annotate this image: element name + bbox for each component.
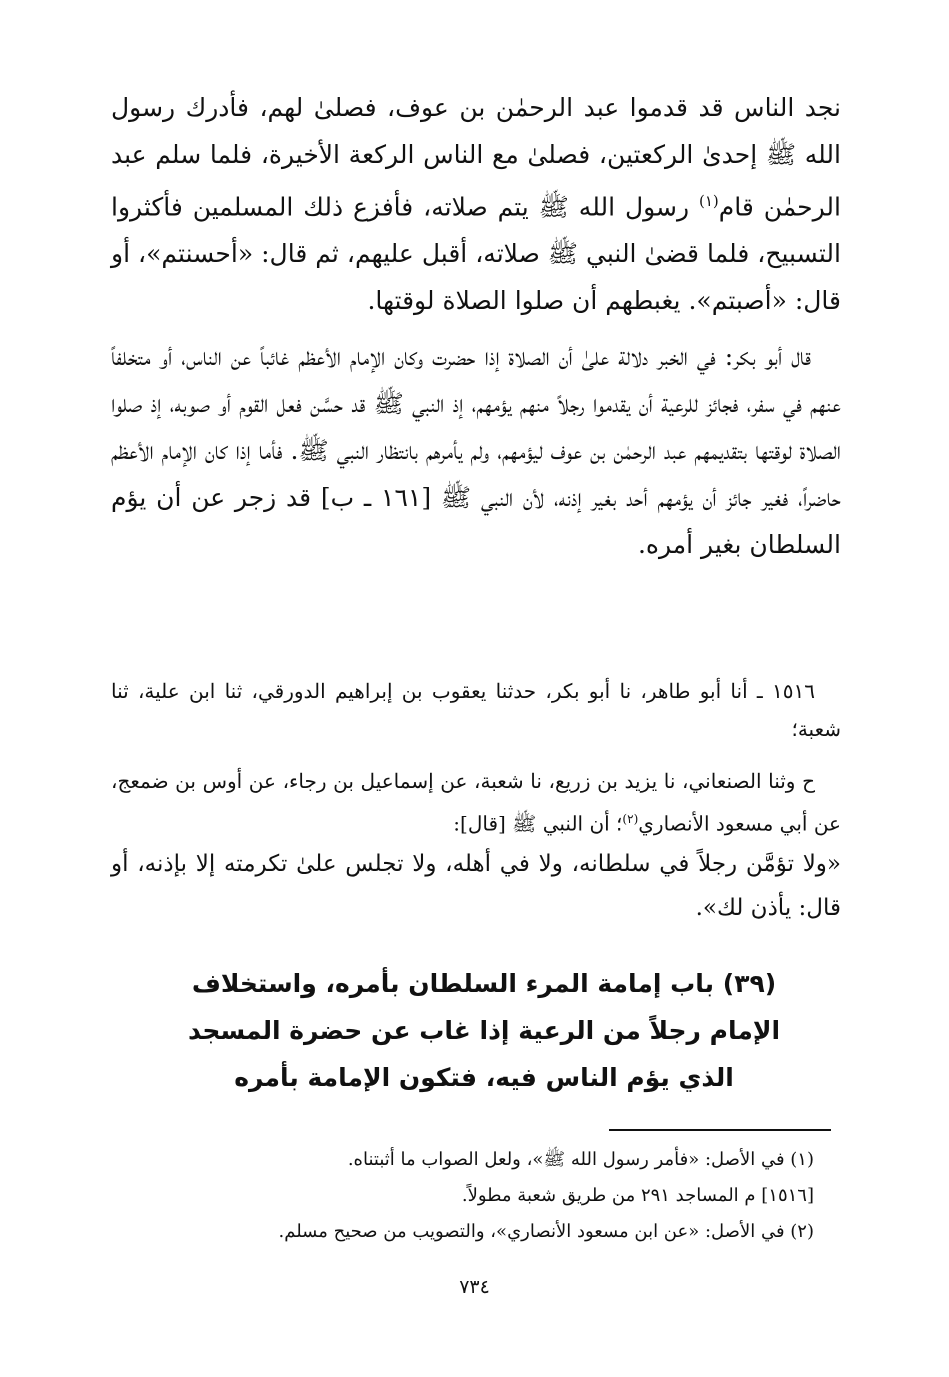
footnote-2: (٢) في الأصل: «عن ابن مسعود الأنصاري»، والتصويب من صحيح مسلم. <box>278 1221 814 1242</box>
footnote-1: (١) في الأصل: «فأمر رسول الله ﷺ»، ولعل الصواب ما أثبتناه. <box>347 1149 814 1170</box>
paragraph-narration-text: نجد الناس قد قدموا عبد الرحمٰن بن عوف، فصلىٰ لهم، فأدرك رسول الله ﷺ إحدىٰ الركعتين، فصلىٰ مع الناس الركعة الأخيرة، فلما سلم عبد الرحمٰن قام <box>111 93 841 222</box>
chapter-heading: (٣٩) باب إمامة المرء السلطان بأمره، واستخلاف الإمام رجلاً من الرعية إذا غاب عن حضرة المسجد الذي يؤم الناس فيه، فتكون الإمامة بأمره <box>187 969 781 1092</box>
paragraph-narration-text-rest: رسول الله ﷺ يتم صلاته، فأفزع ذلك المسلمين فأكثروا التسبيح، فلما قضىٰ النبي ﷺ صلاته، أقبل عليهم، ثم قال: «أحسنتم»، أو قال: «أصبتم». يغبطهم أن صلوا الصلاة لوقتها. <box>111 192 841 316</box>
footnote-ref-2: (٢) <box>622 812 639 826</box>
footnote-takhrij: [١٥١٦] م المساجد ٢٩١ من طريق شعبة مطولاً. <box>461 1185 814 1206</box>
footnote-divider <box>609 1129 831 1131</box>
paragraph-commentary: قال أبو بكر: في الخبر دلالة علىٰ أن الصلاة إذا حضرت وكان الإمام الأعظم غائباً عن الناس، أو متخلفاً عنهم في سفر، فجائز للرعية أن يقدموا رجلاً منهم يؤمهم، إذ النبي ﷺ قد حسَّن فعل القوم أو صوبه، إذ صلوا الصلاة لوقتها بتقديمهم عبد الرحمٰن بن عوف ليؤمهم، ولم يأمرهم بانتظار النبي ﷺ. فأما إذا كان الإمام الأعظم حاضراً، فغير جائز أن يؤمهم أحد بغير إذنه، لأن النبي ﷺ [١٦١ ـ ب] قد زجر عن أن يؤم السلطان بغير أمره. <box>111 342 841 559</box>
hadith-isnad-second-rest: ؛ أن النبي ﷺ [قال]: <box>453 811 623 836</box>
hadith-matn: «ولا تؤمَّن رجلاً في سلطانه، ولا في أهله، ولا تجلس علىٰ تكرمته إلا بإذنه، أو قال: يأذن لك». <box>111 851 841 921</box>
paragraph-narration <box>111 84 841 324</box>
hadith-isnad-first: ١٥١٦ ـ أنا أبو طاهر، نا أبو بكر، حدثنا يعقوب بن إبراهيم الدورقي، ثنا ابن علية، ثنا شعبة؛ <box>111 679 841 741</box>
footnotes <box>134 1142 814 1250</box>
hadith-isnad-second-text: ح وثنا الصنعاني، نا يزيد بن زريع، نا شعبة، عن إسماعيل بن رجاء، عن أوس بن ضمعج، عن أبي مسعود الأنصاري <box>111 769 841 836</box>
hadith-isnad-second <box>111 762 841 843</box>
page-number: ٧٣٤ <box>459 1276 490 1298</box>
footnote-ref-1: (١) <box>698 192 719 210</box>
